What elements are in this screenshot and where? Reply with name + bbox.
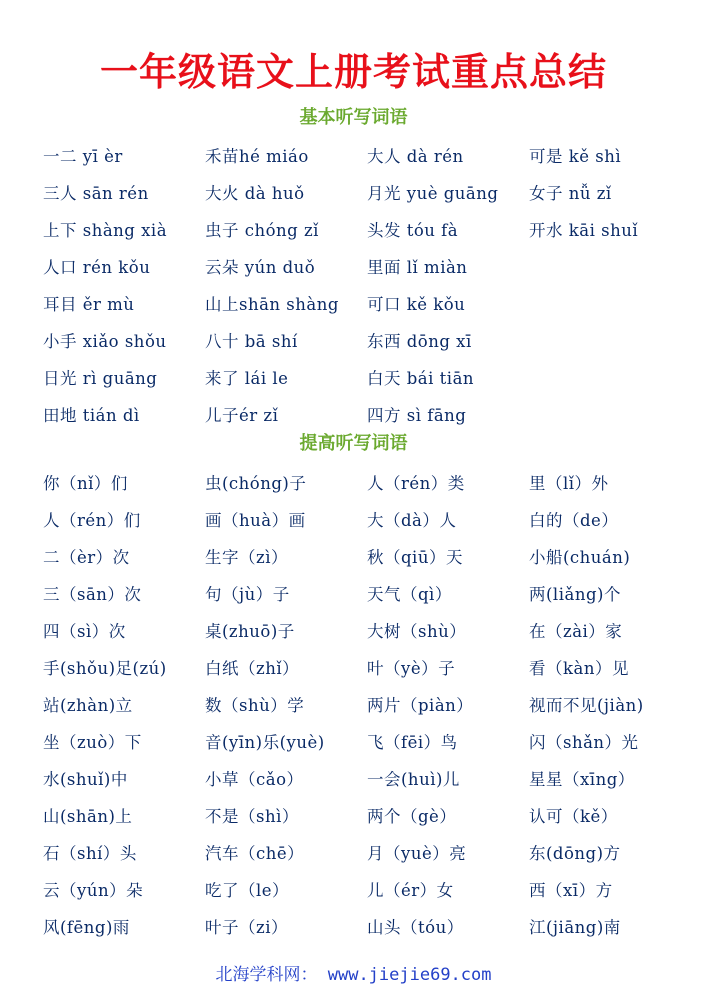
- section-title-basic: 基本听写词语: [299, 107, 408, 128]
- word-entry: 不是（shì）: [205, 806, 299, 826]
- word-entry: 水(shuǐ)中: [43, 769, 128, 789]
- word-entry: 两个（gè）: [367, 806, 457, 826]
- word-entry: 人（rén）们: [43, 510, 141, 530]
- word-entry: 数（shù）学: [205, 695, 305, 715]
- word-entry: 女子 nǚ zǐ: [529, 183, 612, 203]
- word-row: [43, 321, 683, 358]
- word-row: [43, 833, 683, 870]
- word-entry: 三人 sān rén: [43, 183, 149, 203]
- word-entry: 白纸（zhǐ）: [205, 658, 300, 678]
- word-entry: 山上shān shàng: [205, 294, 339, 314]
- word-entry: 叶（yè）子: [367, 658, 456, 678]
- word-entry: 句（jù）子: [205, 584, 290, 604]
- word-entry: 星星（xīng）: [529, 769, 635, 789]
- footer-site-link[interactable]: 北海学科网： www.jiejie69.com: [215, 965, 492, 985]
- word-entry: 坐（zuò）下: [43, 732, 142, 752]
- word-entry: 小手 xiǎo shǒu: [43, 331, 167, 351]
- word-row: [43, 722, 683, 759]
- word-entry: 上下 shàng xià: [43, 220, 168, 240]
- word-row: [43, 907, 683, 944]
- word-entry: 耳目 ěr mù: [43, 294, 135, 314]
- word-entry: 里（lǐ）外: [529, 473, 609, 493]
- word-entry: 虫子 chóng zǐ: [205, 220, 319, 240]
- word-entry: 认可（kě）: [529, 806, 618, 826]
- word-entry: 桌(zhuō)子: [205, 621, 295, 641]
- word-entry: 四方 sì fāng: [367, 405, 467, 425]
- word-row: [43, 870, 683, 907]
- word-entry: 山头（tóu）: [367, 917, 464, 937]
- word-row: [43, 136, 683, 173]
- advanced-word-grid: [43, 463, 683, 944]
- word-entry: 可是 kě shì: [529, 146, 622, 166]
- word-entry: 月（yuè）亮: [367, 843, 467, 863]
- word-entry: 云朵 yún duǒ: [205, 257, 316, 277]
- word-row: [43, 358, 683, 395]
- word-entry: 大树（shù）: [367, 621, 467, 641]
- word-entry: 飞（fēi）鸟: [367, 732, 458, 752]
- word-row: [43, 210, 683, 247]
- word-entry: 站(zhàn)立: [43, 695, 133, 715]
- word-entry: 叶子（zi）: [205, 917, 288, 937]
- word-entry: 来了 lái le: [205, 368, 289, 388]
- word-entry: 山(shān)上: [43, 806, 133, 826]
- word-entry: 田地 tián dì: [43, 405, 140, 425]
- word-entry: 秋（qiū）天: [367, 547, 463, 567]
- word-entry: 白的（de）: [529, 510, 619, 530]
- word-row: [43, 611, 683, 648]
- word-entry: 大火 dà huǒ: [205, 183, 305, 203]
- word-row: [43, 537, 683, 574]
- word-entry: 手(shǒu)足(zú): [43, 658, 167, 678]
- word-entry: 人口 rén kǒu: [43, 257, 151, 277]
- word-entry: 天气（qì）: [367, 584, 452, 604]
- basic-word-grid: [43, 136, 683, 432]
- word-entry: 看（kàn）见: [529, 658, 629, 678]
- word-row: [43, 796, 683, 833]
- word-entry: 东西 dōng xī: [367, 331, 472, 351]
- word-entry: 一二 yī èr: [43, 146, 123, 166]
- section-title-advanced: 提高听写词语: [299, 433, 408, 454]
- word-entry: 禾苗hé miáo: [205, 146, 309, 166]
- word-entry: 白天 bái tiān: [367, 368, 475, 388]
- word-entry: 大人 dà rén: [367, 146, 464, 166]
- word-entry: 石（shí）头: [43, 843, 137, 863]
- word-entry: 四（sì）次: [43, 621, 126, 641]
- word-entry: 虫(chóng)子: [205, 473, 307, 493]
- word-row: [43, 173, 683, 210]
- word-entry: 汽车（chē）: [205, 843, 305, 863]
- word-entry: 两(liǎng)个: [529, 584, 621, 604]
- word-entry: 西（xī）方: [529, 880, 613, 900]
- word-entry: 闪（shǎn）光: [529, 732, 639, 752]
- word-entry: 画（huà）画: [205, 510, 306, 530]
- word-row: [43, 759, 683, 796]
- word-entry: 东(dōng)方: [529, 843, 621, 863]
- word-entry: 儿（ér）女: [367, 880, 454, 900]
- word-row: [43, 247, 683, 284]
- word-row: [43, 685, 683, 722]
- word-entry: 生字（zì）: [205, 547, 288, 567]
- word-entry: 两片（piàn）: [367, 695, 474, 715]
- word-entry: 风(fēng)雨: [43, 917, 130, 937]
- word-entry: 人（rén）类: [367, 473, 465, 493]
- word-entry: 头发 tóu fà: [367, 220, 459, 240]
- word-entry: 开水 kāi shuǐ: [529, 220, 639, 240]
- page-title: 一年级语文上册考试重点总结: [99, 50, 607, 94]
- word-row: [43, 648, 683, 685]
- word-row: [43, 574, 683, 611]
- word-entry: 在（zài）家: [529, 621, 623, 641]
- word-entry: 可口 kě kǒu: [367, 294, 466, 314]
- word-entry: 里面 lǐ miàn: [367, 257, 468, 277]
- word-entry: 一会(huì)儿: [367, 769, 460, 789]
- word-entry: 吃了（le）: [205, 880, 290, 900]
- word-row: [43, 500, 683, 537]
- word-entry: 二（èr）次: [43, 547, 130, 567]
- word-entry: 小草（cǎo）: [205, 769, 304, 789]
- word-entry: 云（yún）朵: [43, 880, 144, 900]
- word-row: [43, 463, 683, 500]
- word-entry: 你（nǐ）们: [43, 473, 128, 493]
- word-entry: 八十 bā shí: [205, 331, 298, 351]
- word-entry: 视而不见(jiàn): [529, 695, 644, 715]
- word-entry: 日光 rì guāng: [43, 368, 158, 388]
- word-row: [43, 395, 683, 432]
- word-entry: 三（sān）次: [43, 584, 142, 604]
- word-entry: 大（dà）人: [367, 510, 457, 530]
- word-entry: 小船(chuán): [529, 547, 631, 567]
- word-entry: 江(jiāng)南: [529, 917, 621, 937]
- word-row: [43, 284, 683, 321]
- word-entry: 月光 yuè guāng: [367, 183, 499, 203]
- word-entry: 儿子ér zǐ: [205, 405, 279, 425]
- word-entry: 音(yīn)乐(yuè): [205, 732, 325, 752]
